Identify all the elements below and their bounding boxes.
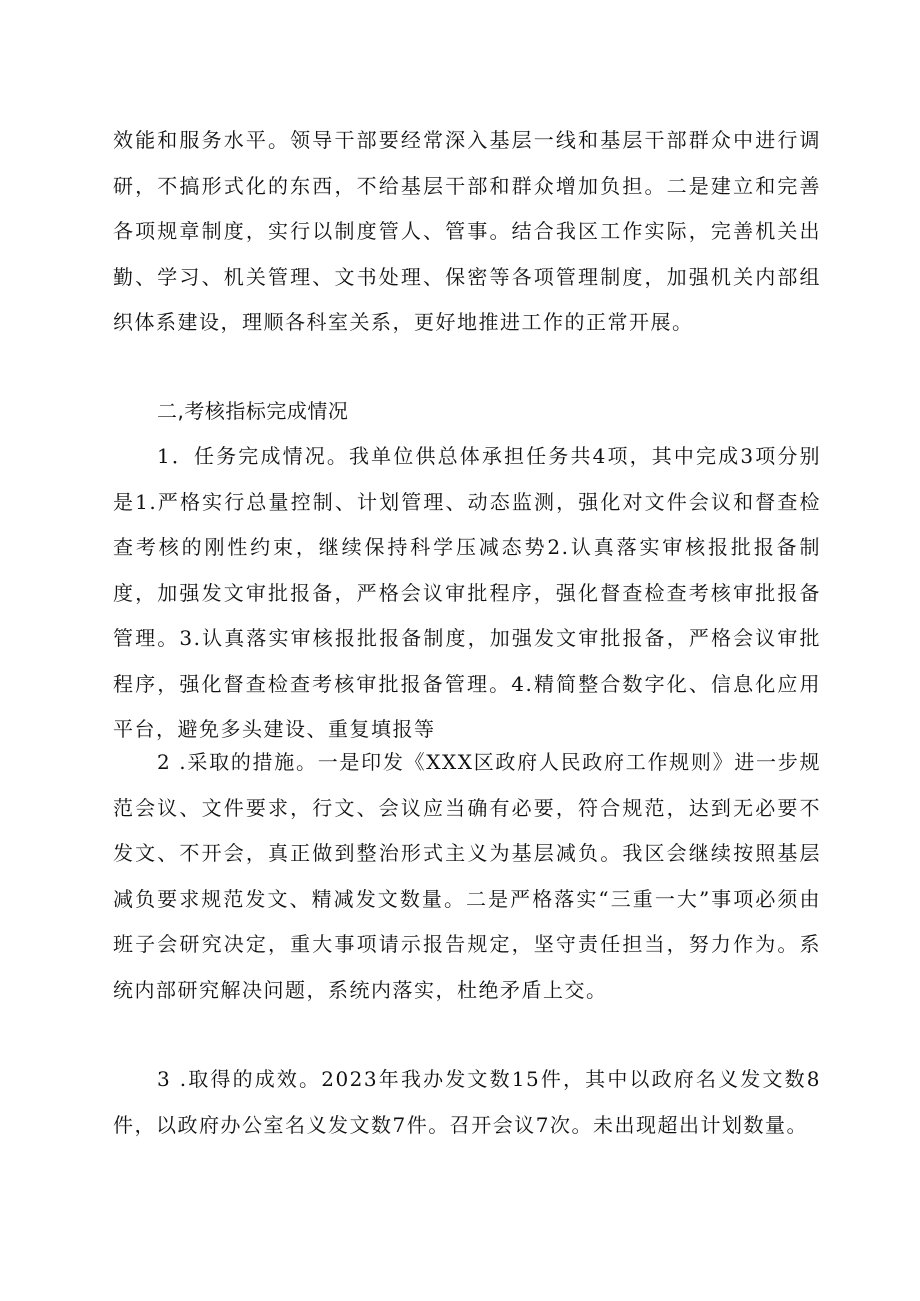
paragraph-results: 3 .取得的成效。2023年我办发文数15件，其中以政府名义发文数8件，以政府办公室名义发文数7件。召开会议7次。未出现超出计划数量。	[113, 1067, 821, 1137]
paragraph-continuation: 效能和服务水平。领导干部要经常深入基层一线和基层干部群众中进行调研，不搞形式化的东西，不给基层干部和群众增加负担。二是建立和完善各项规章制度，实行以制度管人、管事。结合我区工作实际，完善机关出勤、学习、机关管理、文书处理、保密等各项管理制度，加强机关内部组织体系建设，理顺各科室关系，更好地推进工作的正常开展。	[113, 128, 821, 334]
paragraph-measures: 2 .采取的措施。一是印发《XXX区政府人民政府工作规则》进一步规范会议、文件要求，行文、会议应当确有必要，符合规范，达到无必要不发文、不开会，真正做到整治形式主义为基层减负。我区会继续按照基层减负要求规范发文、精减发文数量。二是严格落实“三重一大”事项必须由班子会研究决定，重大事项请示报告规定，坚守责任担当，努力作为。系统内部研究解决问题，系统内落实，杜绝矛盾上交。	[113, 750, 821, 1002]
section-heading: 二,考核指标完成情况	[157, 399, 349, 423]
paragraph-task-completion: 1．任务完成情况。我单位供总体承担任务共4项，其中完成3项分别是1.严格实行总量控制、计划管理、动态监测，强化对文件会议和督查检查考核的刚性约束，继续保持科学压减态势2.认真落实审核报批报备制度，加强发文审批报备，严格会议审批程序，强化督查检查考核审批报备管理。3.认真落实审核报批报备制度，加强发文审批报备，严格会议审批程序，强化督查检查考核审批报备管理。4.精简整合数字化、信息化应用平台，避免多头建设、重复填报等	[113, 444, 821, 741]
